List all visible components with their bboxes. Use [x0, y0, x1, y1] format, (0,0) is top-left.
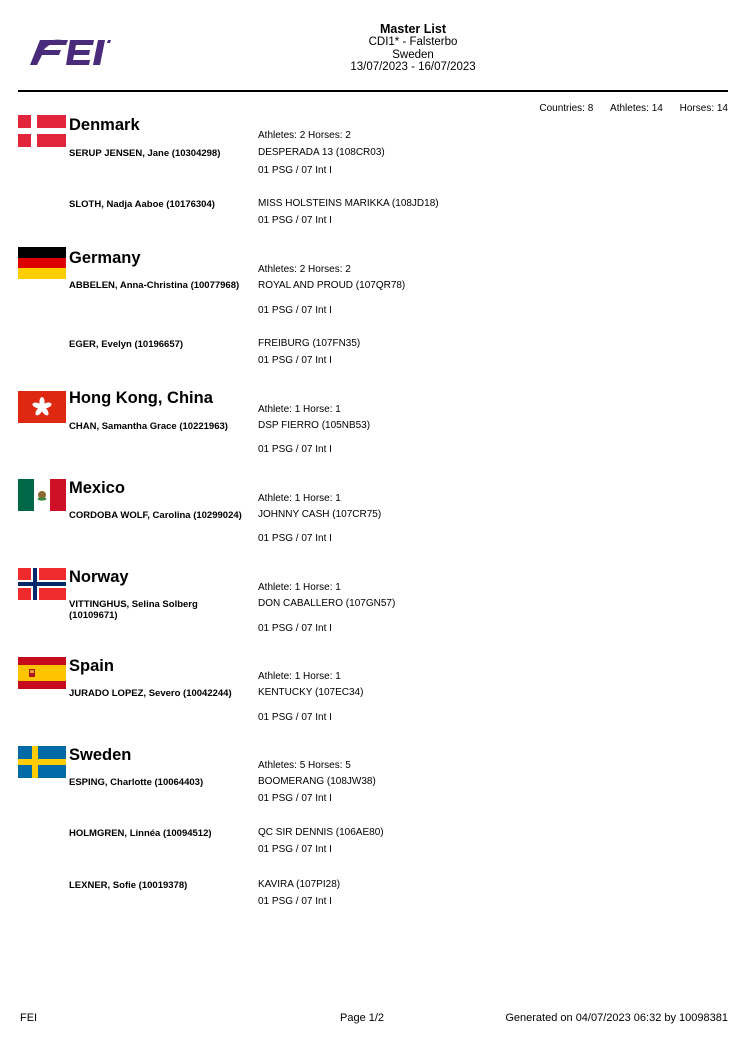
horse-name: DON CABALLERO (107GN57) — [258, 598, 396, 609]
country-summary: Athlete: 1 Horse: 1 — [258, 493, 341, 504]
athletes-count: Athletes: 14 — [610, 103, 663, 114]
horse-name: MISS HOLSTEINS MARIKKA (108JD18) — [258, 198, 439, 209]
flag-mexico-icon — [18, 479, 66, 511]
country-summary: Athlete: 1 Horse: 1 — [258, 582, 341, 593]
horse-name: FREIBURG (107FN35) — [258, 338, 361, 349]
country-summary: Athletes: 5 Horses: 5 — [258, 760, 351, 771]
totals-summary — [525, 103, 728, 114]
page-number: Page 1/2 — [340, 1012, 385, 1024]
event-dates: 13/07/2023 - 16/07/2023 — [350, 61, 476, 73]
competition-level: 01 PSG / 07 Int I — [258, 896, 332, 907]
report-title: Master List — [380, 22, 446, 36]
country-name: Hong Kong, China — [69, 389, 213, 407]
flag-norway-icon — [18, 568, 66, 600]
country-summary: Athletes: 2 Horses: 2 — [258, 130, 351, 141]
athlete-name: EGER, Evelyn (10196657) — [69, 339, 184, 350]
horse-name: QC SIR DENNIS (106AE80) — [258, 827, 384, 838]
country-summary: Athletes: 2 Horses: 2 — [258, 264, 351, 275]
athlete-name: HOLMGREN, Linnéa (10094512) — [69, 828, 212, 839]
event-country: Sweden — [392, 48, 434, 61]
country-summary: Athlete: 1 Horse: 1 — [258, 671, 341, 682]
country-name: Germany — [69, 249, 141, 267]
event-name: CDI1* - Falsterbo — [368, 36, 458, 48]
athlete-name: SERUP JENSEN, Jane (10304298) — [69, 148, 221, 159]
competition-level: 01 PSG / 07 Int I — [258, 793, 332, 804]
flag-germany-icon — [18, 247, 66, 279]
header-divider — [18, 90, 728, 92]
competition-level: 01 PSG / 07 Int I — [258, 215, 332, 226]
competition-level: 01 PSG / 07 Int I — [258, 355, 332, 366]
competition-level: 01 PSG / 07 Int I — [258, 712, 332, 723]
athlete-name: ABBELEN, Anna-Christina (10077968) — [69, 280, 240, 291]
athlete-name: VITTINGHUS, Selina Solberg (10109671) — [69, 599, 198, 621]
footer-organization: FEI — [20, 1012, 38, 1024]
horse-name: JOHNNY CASH (107CR75) — [258, 509, 382, 520]
athlete-name: ESPING, Charlotte (10064403) — [69, 777, 204, 788]
flag-denmark-icon — [18, 115, 66, 147]
athlete-name: SLOTH, Nadja Aaboe (10176304) — [69, 199, 215, 210]
country-name: Denmark — [69, 116, 140, 134]
generated-info: Generated on 04/07/2023 06:32 by 10098381 — [505, 1012, 728, 1024]
horse-name: BOOMERANG (108JW38) — [258, 776, 376, 787]
horses-count: Horses: 14 — [679, 103, 728, 114]
competition-level: 01 PSG / 07 Int I — [258, 444, 332, 455]
competition-level: 01 PSG / 07 Int I — [258, 305, 332, 316]
countries-count: Countries: 8 — [539, 103, 594, 114]
horse-name: KAVIRA (107PI28) — [258, 879, 341, 890]
horse-name: DESPERADA 13 (108CR03) — [258, 147, 385, 158]
country-name: Mexico — [69, 479, 125, 497]
horse-name: KENTUCKY (107EC34) — [258, 687, 364, 698]
flag-spain-icon — [18, 657, 66, 689]
country-summary: Athlete: 1 Horse: 1 — [258, 404, 341, 415]
competition-level: 01 PSG / 07 Int I — [258, 533, 332, 544]
flag-sweden-icon — [18, 746, 66, 778]
athlete-name: CORDOBA WOLF, Carolina (10299024) — [69, 510, 242, 521]
country-name: Spain — [69, 657, 114, 675]
country-name: Sweden — [69, 746, 132, 764]
horse-name: DSP FIERRO (105NB53) — [258, 420, 371, 431]
fei-logo — [28, 36, 118, 68]
horse-name: ROYAL AND PROUD (107QR78) — [258, 280, 406, 291]
competition-level: 01 PSG / 07 Int I — [258, 165, 332, 176]
athlete-name: CHAN, Samantha Grace (10221963) — [69, 421, 228, 432]
competition-level: 01 PSG / 07 Int I — [258, 623, 332, 634]
flag-hong-kong-icon — [18, 391, 66, 423]
competition-level: 01 PSG / 07 Int I — [258, 844, 332, 855]
athlete-name: JURADO LOPEZ, Severo (10042244) — [69, 688, 232, 699]
country-name: Norway — [69, 568, 129, 586]
report-header — [300, 22, 526, 74]
athlete-name: LEXNER, Sofie (10019378) — [69, 880, 188, 891]
